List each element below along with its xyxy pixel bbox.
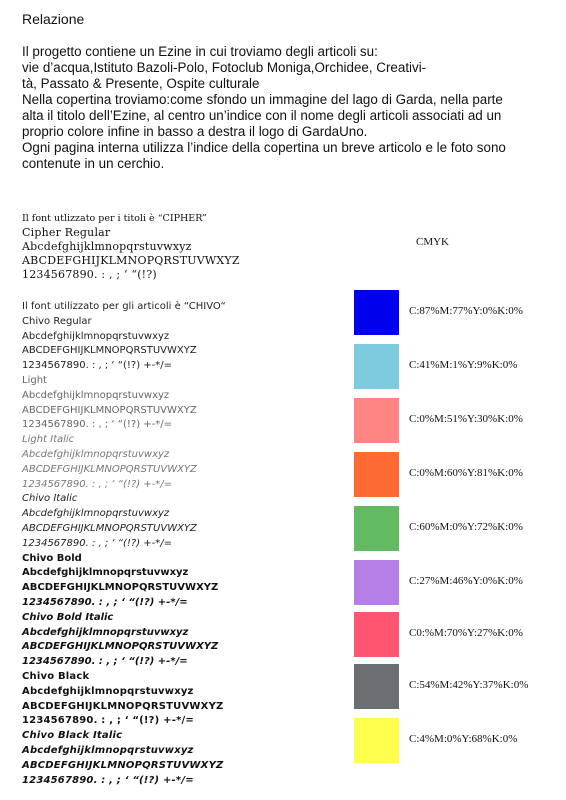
variant-name: Chivo Black [22, 670, 90, 682]
title-font-uppercase: ABCDEFGHIJKLMNOPQRSTUVWXYZ [22, 254, 240, 267]
color-swatch [354, 718, 399, 763]
variant-name: Chivo Bold Italic [22, 611, 114, 623]
variant-name: Chivo Bold [22, 552, 82, 564]
variant-lowercase: Abcdefghijklmnopqrstuvwxyz [22, 685, 194, 697]
variant-lowercase: Abcdefghijklmnopqrstuvwxyz [22, 508, 170, 520]
variant-uppercase: ABCDEFGHIJKLMNOPQRSTUVWXYZ [22, 522, 197, 534]
color-swatch [354, 398, 399, 443]
variant-digits: 1234567890. : , ; ‘ “(!?) +-*/= [22, 478, 173, 490]
color-swatch [354, 344, 399, 389]
title-font-specimen [22, 212, 240, 282]
variant-digits: 1234567890. : , ; ‘ “(!?) +-*/= [22, 715, 194, 727]
variant-lowercase: Abcdefghijklmnopqrstuvwxyz [22, 567, 189, 579]
color-swatch [354, 506, 399, 551]
variant-lowercase: Abcdefghijklmnopqrstuvwxyz [22, 448, 170, 460]
variant-name: Light Italic [22, 434, 75, 446]
swatch-label: C:0%M:60%Y:81%K:0% [409, 467, 523, 479]
title-font-name: Cipher Regular [22, 226, 111, 239]
variant-name: Chivo Regular [22, 315, 92, 327]
variant-name: Chivo Black Italic [22, 730, 123, 742]
color-swatch [354, 290, 399, 335]
variant-uppercase: ABCDEFGHIJKLMNOPQRSTUVWXYZ [22, 641, 219, 653]
intro-paragraph [22, 44, 562, 172]
intro-line: Il progetto contiene un Ezine in cui troviamo degli articoli su: [22, 44, 378, 59]
swatch-label: C:0%M:51%Y:30%K:0% [409, 413, 523, 425]
variant-lowercase: Abcdefghijklmnopqrstuvwxyz [22, 330, 170, 342]
swatch-label: C:27%M:46%Y:0%K:0% [409, 575, 523, 587]
color-swatch [354, 664, 399, 709]
variant-uppercase: ABCDEFGHIJKLMNOPQRSTUVWXYZ [22, 700, 224, 712]
title-font-digits: 1234567890. : , ; ‘ “(!?) [22, 268, 157, 281]
variant-lowercase: Abcdefghijklmnopqrstuvwxyz [22, 744, 194, 756]
variant-lowercase: Abcdefghijklmnopqrstuvwxyz [22, 389, 170, 401]
variant-digits: 1234567890. : , ; ‘ “(!?) +-*/= [22, 596, 188, 608]
swatch-label: C:87%M:77%Y:0%K:0% [409, 305, 523, 317]
color-swatch [354, 452, 399, 497]
cmyk-heading: CMYK [416, 236, 450, 248]
variant-uppercase: ABCDEFGHIJKLMNOPQRSTUVWXYZ [22, 404, 197, 416]
body-font-specimen [22, 300, 226, 788]
variant-digits: 1234567890. : , ; ‘ “(!?) +-*/= [22, 656, 188, 668]
page-title: Relazione [22, 11, 85, 27]
title-font-caption: Il font utlizzato per i titoli è “CIPHER” [22, 213, 207, 224]
color-swatch [354, 612, 399, 657]
variant-digits: 1234567890. : , ; ‘ “(!?) +-*/= [22, 419, 173, 431]
variant-uppercase: ABCDEFGHIJKLMNOPQRSTUVWXYZ [22, 582, 219, 594]
variant-lowercase: Abcdefghijklmnopqrstuvwxyz [22, 626, 189, 638]
intro-line: vie d’acqua,Istituto Bazoli-Polo, Fotoclub Moniga,Orchidee, Creativi- [22, 60, 427, 75]
swatch-label: C:4%M:0%Y:68%K:0% [409, 733, 518, 745]
variant-name: Light [22, 374, 47, 386]
intro-line: tà, Passato & Presente, Ospite culturale [22, 76, 260, 91]
variant-uppercase: ABCDEFGHIJKLMNOPQRSTUVWXYZ [22, 759, 224, 771]
variant-uppercase: ABCDEFGHIJKLMNOPQRSTUVWXYZ [22, 345, 197, 357]
variant-digits: 1234567890. : , ; ‘ “(!?) +-*/= [22, 537, 173, 549]
intro-line: contenute in un cerchio. [22, 156, 165, 171]
intro-line: Ogni pagina interna utilizza l’indice della copertina un breve articolo e le foto sono [22, 140, 506, 155]
swatch-label: C:54%M:42%Y:37%K:0% [409, 679, 529, 691]
color-swatch [354, 560, 399, 605]
variant-uppercase: ABCDEFGHIJKLMNOPQRSTUVWXYZ [22, 463, 197, 475]
body-font-caption: Il font utilizzato per gli articoli è “CHIVO“ [22, 301, 226, 312]
title-font-lowercase: Abcdefghijklmnopqrstuvwxyz [22, 240, 192, 253]
swatch-label: C:60%M:0%Y:72%K:0% [409, 521, 523, 533]
variant-name: Chivo Italic [22, 493, 78, 505]
swatch-label: C0:%M:70%Y:27%K:0% [409, 627, 523, 639]
variant-digits: 1234567890. : , ; ‘ “(!?) +-*/= [22, 360, 173, 372]
swatch-label: C:41%M:1%Y:9%K:0% [409, 359, 518, 371]
intro-line: alta il titolo dell’Ezine, al centro un’indice con il nome degli articoli associati ad un [22, 108, 502, 123]
intro-line: Nella copertina troviamo:come sfondo un immagine del lago di Garda, nella parte [22, 92, 503, 107]
variant-digits: 1234567890. : , ; ‘ “(!?) +-*/= [22, 774, 194, 786]
intro-line: proprio colore infine in basso a destra il logo di GardaUno. [22, 124, 368, 139]
